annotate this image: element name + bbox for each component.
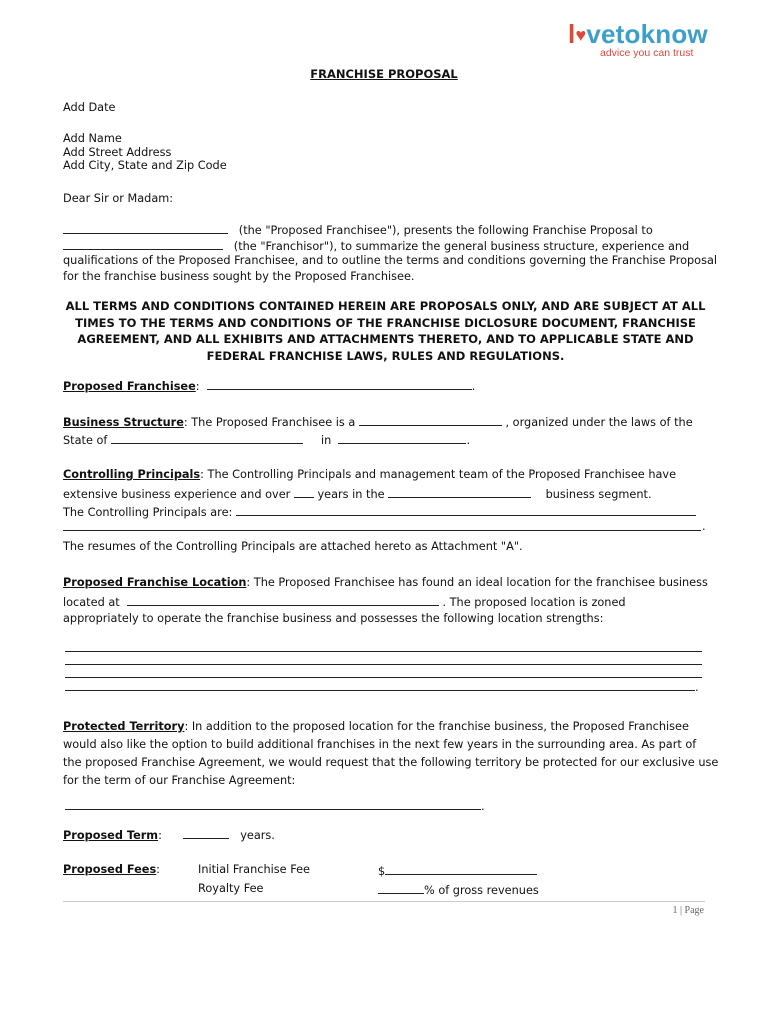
principals-blank-2[interactable] [63, 530, 701, 531]
location-line-2: located at . The proposed location is zoned [63, 596, 626, 609]
page-label: Page [684, 905, 704, 916]
legal-notice: ALL TERMS AND CONDITIONS CONTAINED HEREIN ARE PROPOSALS ONLY, AND ARE SUBJECT AT ALL TIMES TO THE TERMS AND CONDITIONS OF THE FRANCHISE DICLOSURE DOCUMENT, FRANCHISE AGREEMENT, AND ALL EXHIBITS AND ATTACHMENTS THERETO, AND TO APPLICABLE STATE AND FEDERAL FRANCHISE LAWS, RULES AND REGULATIONS. [65, 299, 706, 363]
initial-fee-label: Initial Franchise Fee [198, 863, 310, 876]
principals-blank-1[interactable] [236, 504, 696, 516]
business-segment-blank[interactable] [388, 486, 531, 498]
page-footer: 1 | Page [672, 905, 704, 916]
location-heading: Proposed Franchise Location [63, 576, 247, 589]
location-line-3: appropriately to operate the franchise business and possesses the following location strengths: [63, 612, 604, 625]
territory-heading: Protected Territory [63, 720, 185, 733]
business-structure-heading: Business Structure [63, 416, 184, 429]
controlling-principals-line-3: The Controlling Principals are: [63, 504, 696, 520]
territory-line-4: for the term of our Franchise Agreement: [63, 774, 296, 787]
intro-line-4: for the franchise business sought by the Proposed Franchisee. [63, 270, 415, 283]
page-number: 1 [672, 905, 678, 916]
state-of-blank[interactable] [111, 432, 303, 444]
intro-line-3: qualifications of the Proposed Franchisee, and to outline the terms and conditions governing the Franchise Proposal [63, 254, 718, 267]
years-experience-blank[interactable] [294, 486, 314, 498]
franchisor-name-blank[interactable] [63, 238, 223, 250]
logo-tagline: advice you can trust [600, 47, 694, 59]
proposed-franchisee-line: Proposed Franchisee: . [63, 380, 476, 393]
royalty-fee-field: % of gross revenues [378, 882, 539, 898]
location-strength-blank-4[interactable] [65, 690, 695, 691]
territory-blank[interactable] [65, 809, 481, 810]
term-years-blank[interactable] [183, 827, 229, 839]
business-structure-line-2: State of in . [63, 434, 471, 447]
controlling-principals-heading: Controlling Principals [63, 468, 201, 481]
greeting: Dear Sir or Madam: [63, 192, 174, 205]
proposed-franchisee-heading: Proposed Franchisee [63, 380, 196, 393]
territory-line-3: the proposed Franchise Agreement, we would request that the following territory be protected for our exclusive use [63, 756, 719, 769]
business-structure-line-1: Business Structure: The Proposed Franchisee is a , organized under the laws of the [63, 416, 693, 429]
proposed-term-heading: Proposed Term [63, 829, 159, 842]
proposed-fees-line-1: Proposed Fees: [63, 863, 160, 876]
entity-type-blank[interactable] [359, 414, 502, 426]
royalty-percent-blank[interactable] [378, 882, 424, 894]
lovetoknow-logo[interactable] [568, 20, 738, 59]
location-address-blank[interactable] [127, 594, 439, 606]
footer-divider [63, 901, 705, 902]
document-title: FRANCHISE PROPOSAL [310, 67, 458, 81]
intro-line-2: (the "Franchisor"), to summarize the general business structure, experience and [63, 238, 689, 254]
proposed-franchisee-blank[interactable] [207, 378, 472, 390]
territory-line-1: Protected Territory: In addition to the proposed location for the franchise business, the Proposed Franchisee [63, 720, 689, 733]
franchisee-name-blank[interactable] [63, 222, 228, 234]
location-strength-blank-2[interactable] [65, 664, 702, 665]
city-placeholder: Add City, State and Zip Code [63, 159, 227, 172]
controlling-principals-line-2: extensive business experience and over years in the business segment. [63, 488, 652, 501]
location-line-1: Proposed Franchise Location: The Proposed Franchisee has found an ideal location for the franchisee business [63, 576, 708, 589]
location-strength-blank-3[interactable] [65, 677, 702, 678]
intro-line-1: (the "Proposed Franchisee"), presents the following Franchise Proposal to [63, 222, 653, 238]
resumes-note: The resumes of the Controlling Principals are attached hereto as Attachment "A". [63, 540, 523, 553]
street-placeholder: Add Street Address [63, 146, 172, 159]
proposed-fees-heading: Proposed Fees [63, 863, 157, 876]
date-placeholder: Add Date [63, 101, 116, 114]
logo-wordmark: l♥vetoknow [568, 19, 708, 49]
proposed-term-line: Proposed Term: years. [63, 829, 275, 842]
controlling-principals-line-1: Controlling Principals: The Controlling Principals and management team of the Proposed Franchisee have [63, 468, 677, 481]
initial-fee-field: $ [378, 863, 537, 879]
royalty-fee-label: Royalty Fee [198, 882, 264, 895]
heart-icon: ♥ [575, 25, 587, 45]
document-page: l♥vetoknow advice you can trust FRANCHISE PROPOSAL Add Date Add Name Add Street Address Add City, State and Zip Code Dear Sir or Madam: (the "Proposed Franchisee"), presents the following Franchise Proposal to (the "Franchisor"), to summarize the general business structure, experience and qualifications of the Proposed Franchisee, and to outline the terms and conditions governing the Franchise Proposal for the franchise business sought by the Proposed Franchisee. ALL TERMS AND CONDITIONS CONTAINED HEREIN ARE PROPOSALS ONLY, AND ARE SUBJECT AT ALL TIMES TO THE TERMS AND CONDITIONS OF THE FRANCHISE DICLOSURE DOCUMENT, FRANCHISE AGREEMENT, AND ALL EXHIBITS AND ATTACHMENTS THERETO, AND TO APPLICABLE STATE AND FEDERAL FRANCHISE LAWS, RULES AND REGULATIONS. Proposed Franchisee: . Business Structure: The Proposed Franchisee is a , organized under the laws of the State of in . Controlling Principals: The Controlling Principals and management team of the Proposed Franchisee have extensive business experience and over years in the business segment. The Controlling Principals are: . The resumes of the Controlling Principals are attached hereto as Attachment "A". Proposed Franchise Location: The Proposed Franchisee has found an ideal location for the franchisee business located at . The proposed location is zoned appropriately to operate the franchise business and possesses the following location strengths: . Protected Territory: In addition to the proposed location for the franchise business, the Proposed Franchisee would also like the option to build additional franchises in the next few years in the surrounding area. As part of the proposed Franchise Agreement, we would request that the following territory be protected for our exclusive use for the term of our Franchise Agreement: . Proposed Term: years. Proposed Fees: Initial Franchise Fee $ Royalty Fee % of gross revenues 1 | Page [0, 0, 768, 1024]
name-placeholder: Add Name [63, 132, 122, 145]
initial-fee-blank[interactable] [385, 863, 537, 875]
in-blank[interactable] [338, 432, 466, 444]
territory-line-2: would also like the option to build additional franchises in the next few years in the surrounding area. As part of [63, 738, 697, 751]
location-strength-blank-1[interactable] [65, 651, 702, 652]
